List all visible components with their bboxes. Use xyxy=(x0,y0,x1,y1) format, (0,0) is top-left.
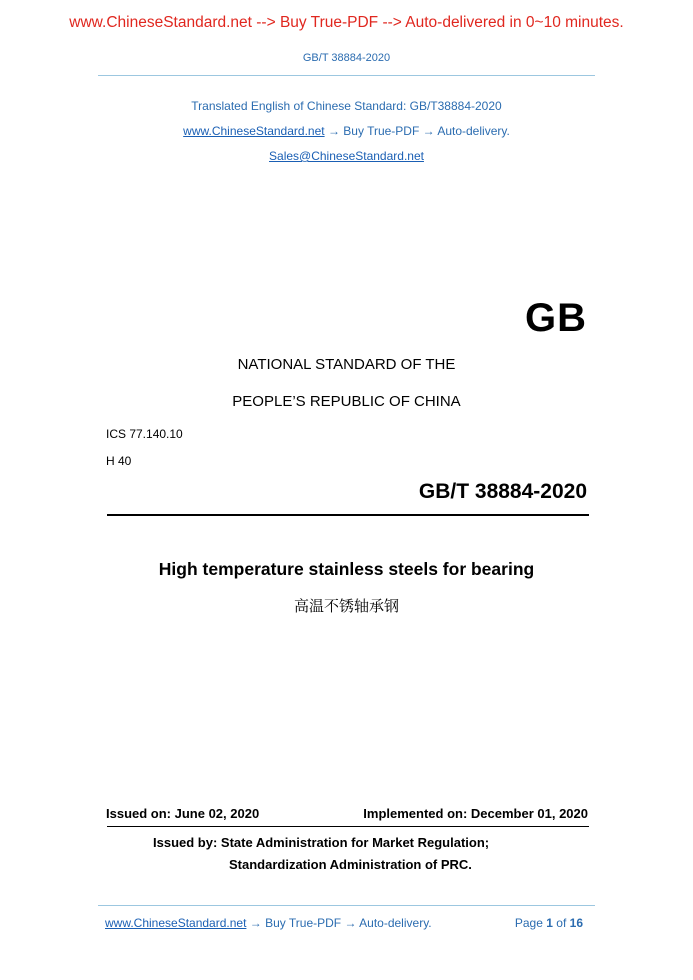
page-of: of xyxy=(556,916,567,930)
gb-mark: GB xyxy=(525,296,587,340)
footer-promo xyxy=(105,916,432,930)
page-label: Page xyxy=(514,916,543,930)
document-title-en: High temperature stainless steels for bearing xyxy=(158,559,535,579)
footer-divider xyxy=(98,905,595,906)
arrow-right-icon: → xyxy=(327,124,340,138)
page-total: 16 xyxy=(569,916,583,930)
top-banner[interactable]: www.ChineseStandard.net --> Buy True-PDF --> Auto-delivered in 0~10 minutes. xyxy=(69,14,624,31)
document-title-cn: 高温不锈轴承钢 xyxy=(293,597,399,615)
dates-divider xyxy=(107,826,589,827)
auto-delivery-text: Auto-delivery. xyxy=(437,124,510,138)
issued-by-line-1: Issued by: State Administration for Market Regulation; xyxy=(153,835,490,850)
page-current: 1 xyxy=(546,916,553,930)
sales-email-link[interactable]: Sales@ChineseStandard.net xyxy=(269,149,424,163)
header-divider xyxy=(98,75,595,76)
footer-auto-text: Auto-delivery. xyxy=(359,916,432,930)
promo-line xyxy=(0,124,693,138)
issued-by-line-2: Standardization Administration of PRC. xyxy=(229,857,472,872)
header-standard-code: GB/T 38884-2020 xyxy=(302,52,391,64)
ics-code: ICS 77.140.10 xyxy=(106,427,183,441)
sales-email-row xyxy=(0,149,693,163)
ccs-code: H 40 xyxy=(106,454,132,468)
footer-site-link[interactable]: www.ChineseStandard.net xyxy=(105,916,247,930)
arrow-right-icon: → xyxy=(344,916,357,930)
title-divider xyxy=(107,514,589,516)
standard-number: GB/T 38884-2020 xyxy=(418,480,587,503)
national-standard-line-1: NATIONAL STANDARD OF THE xyxy=(237,356,456,373)
arrow-right-icon: → xyxy=(249,916,262,930)
site-link[interactable]: www.ChineseStandard.net xyxy=(183,124,325,138)
buy-true-pdf-text: Buy True-PDF xyxy=(343,124,420,138)
page-indicator xyxy=(515,916,583,930)
footer-buy-text: Buy True-PDF xyxy=(265,916,342,930)
national-standard-line-2: PEOPLE’S REPUBLIC OF CHINA xyxy=(232,393,461,410)
translated-note: Translated English of Chinese Standard: GB/T38884-2020 xyxy=(191,99,502,113)
implemented-on-date: Implemented on: December 01, 2020 xyxy=(363,806,588,821)
issued-on-date: Issued on: June 02, 2020 xyxy=(106,806,260,821)
arrow-right-icon: → xyxy=(422,124,435,138)
